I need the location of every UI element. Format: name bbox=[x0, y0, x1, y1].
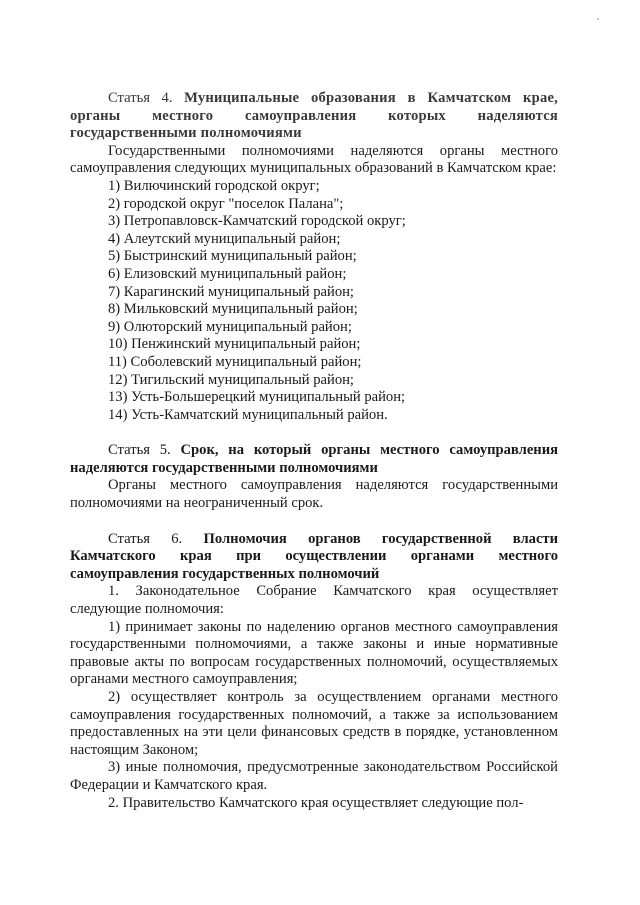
article-4-prefix: Статья 4. bbox=[108, 90, 185, 106]
document-body bbox=[70, 90, 558, 812]
list-item: 2) осуществляет контроль за осуществлением органами местного самоуправления государственных полномочий, а также за использованием предоставленных на эти цели финансовых средств в порядке, установленном настоящим Законом; bbox=[70, 689, 558, 758]
article-6-part-1: 1. Законодательное Собрание Камчатского края осуществляет следующие полномочия: bbox=[70, 583, 558, 618]
article-4-title-plain: Муниципальные образования в Камчатском крае, bbox=[184, 90, 558, 106]
article-6-heading bbox=[70, 531, 558, 584]
list-item: 2) городской округ "поселок Палана"; bbox=[108, 195, 344, 212]
list-item: 12) Тигильский муниципальный район; bbox=[108, 371, 354, 388]
list-item: 7) Карагинский муниципальный район; bbox=[108, 283, 354, 300]
list-item: 1) принимает законы по наделению органов местного самоуправления государственными полномочиями, а также законы и иные нормативные правовые акты по вопросам государственных полномочий, осуществляемых органами местного самоуправления; bbox=[70, 618, 558, 688]
list-item: 6) Елизовский муниципальный район; bbox=[108, 265, 347, 282]
list-item: 1) Вилючинский городской округ; bbox=[108, 177, 320, 194]
article-4-list bbox=[70, 178, 558, 424]
article-4-intro: Государственными полномочиями наделяются органы местного самоуправления следующих муниципальных образований в Камчатском крае: bbox=[70, 142, 558, 177]
list-item: 11) Соболевский муниципальный район; bbox=[108, 353, 362, 370]
list-item: 5) Быстринский муниципальный район; bbox=[108, 248, 357, 265]
article-5-heading bbox=[70, 442, 558, 477]
article-4-title-bold: органы местного самоуправления которых наделяются государственными полномочиями bbox=[70, 107, 558, 142]
list-item: 3) Петропавловск-Камчатский городской округ; bbox=[108, 213, 406, 230]
list-item: 9) Олюторский муниципальный район; bbox=[108, 318, 352, 335]
article-5-title: Срок, на который органы местного самоуправления наделяются государственными полномочиями bbox=[70, 442, 559, 476]
list-item: 3) иные полномочия, предусмотренные законодательством Российской Федерации и Камчатского края. bbox=[70, 759, 558, 793]
list-item: 4) Алеутский муниципальный район; bbox=[108, 230, 341, 247]
list-item: 10) Пенжинский муниципальный район; bbox=[108, 336, 361, 353]
list-item: 13) Усть-Большерецкий муниципальный район; bbox=[108, 389, 406, 406]
article-5-prefix: Статья 5. bbox=[108, 442, 181, 459]
article-6-part-1-list bbox=[70, 619, 558, 795]
list-item: 8) Мильковский муниципальный район; bbox=[108, 301, 358, 318]
article-6-title: Полномочия органов государственной власти Камчатского края при осуществлении органами местного самоуправления государственных полномочий bbox=[70, 530, 559, 582]
list-item: 14) Усть-Камчатский муниципальный район. bbox=[108, 406, 388, 423]
article-4-heading bbox=[70, 90, 558, 143]
article-6-prefix: Статья 6. bbox=[108, 530, 204, 547]
article-6-part-2: 2. Правительство Камчатского края осуществляет следующие пол- bbox=[108, 794, 524, 811]
scan-speck bbox=[597, 18, 599, 20]
article-5-text: Органы местного самоуправления наделяются государственными полномочиями на неограниченный срок. bbox=[70, 477, 558, 512]
